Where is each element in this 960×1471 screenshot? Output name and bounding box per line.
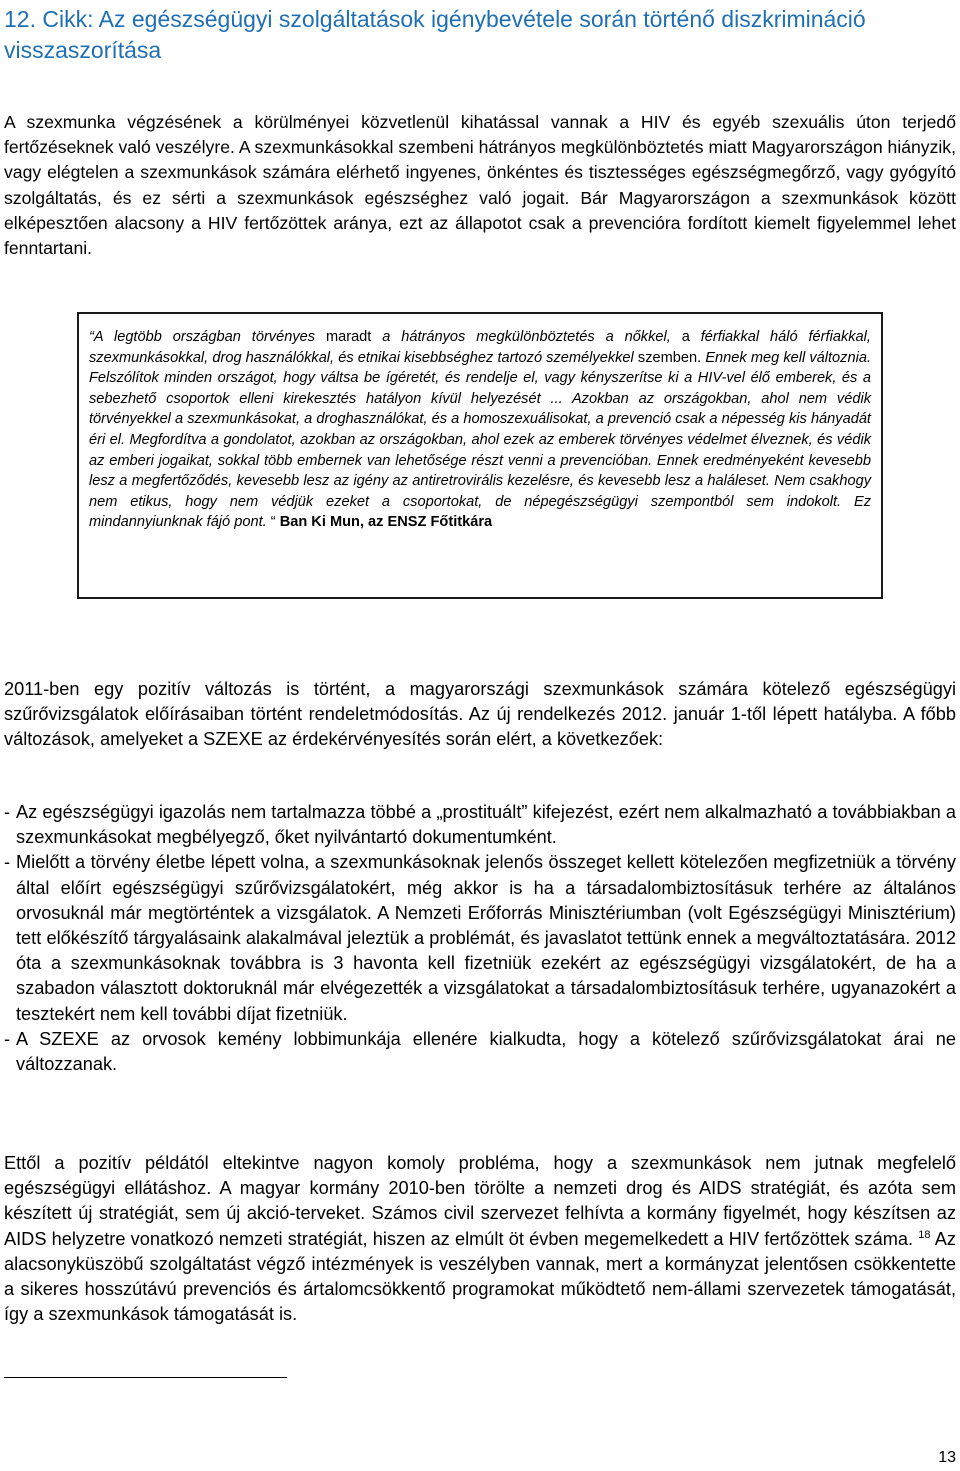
quote-part: Ennek meg kell változnia. Felszólítok minden országot, hogy váltsa be ígéretét, és rendelje el, vagy kényszerítse ki a HIV-vel élő emberek, és a sebezhető csoportok elleni kirekesztés hatályon kívül helyezését ... Azokban az országokban, ahol nem védik törvényekkel a szexmunkásokat, a droghasználókat, és a homoszexuálisokat, a prevenció csak a népesség kis hányadát éri el. Megfordítva a gondolatot, azokban az országokban, ahol ezek az emberek törvényes védelmet élveznek, és védik az emberi jogaikat, sokkal több embernek van lehetősége részt venni a prevencióban. Ennek eredményeként kevesebb lesz a megfertőződés, kevesebb lesz az igény az antiretrovirális kezelésre, és kevesebb lesz a haláleset. Nem csakhogy nem etikus, hogy nem védjük ezeket a csoportokat, de népegészségügyi szempontból sem indokolt. Ez mindannyiunknak fájó pont. bbox=[89, 349, 871, 531]
heading-title: Az egészségügyi szolgáltatások igénybevétele során történő diszkrimináció visszaszorítása bbox=[4, 6, 866, 63]
closing-text-after-note: Az alacsonyküszöbű szolgáltatást végző intézmények is veszélyben vannak, mert a kormányzat jelentősen csökkentette a sikeres hosszútávú prevenciós és ártalomcsökkentő programokat működtető nem-állami szervezetek támogatását, így a szexmunkások támogatását is. bbox=[4, 1228, 956, 1325]
quote-part: maradt bbox=[325, 329, 372, 345]
list-item bbox=[4, 1027, 956, 1077]
quote-open-mark: “ bbox=[89, 329, 94, 345]
quote-close-mark: “ bbox=[270, 514, 276, 531]
list-item-text: Mielőtt a törvény életbe lépett volna, a szexmunkásoknak jelenős összeget kellett kötelezően megfizetniük a törvény által előírt egészségügyi szűrővizsgálatokért, még akkor is ha a társadalombiztosításuk terhére az általános orvosuknál már megtörténtek a vizsgálatok. A Nemzeti Erőforrás Minisztériumban (volt Egészségügyi Minisztérium) tett előkészítő tárgyalásaink alakalmával jeleztük a problémát, és javaslatot tettünk ennek a megváltoztatására. 2012 óta a szexmunkásoknak továbbra is 3 havonta kell fizetniük ezekért az egészségügyi vizsgálatokért, de ha a szabadon választott doktoruknál már elvégezették a vizsgálatokat a társadalombiztosításuk terhére, ugyanazokért a tesztekért nem kell további díjat fizetniük. bbox=[16, 852, 956, 1024]
heading-label: Cikk: bbox=[42, 6, 94, 32]
quote-part: A legtöbb országban törvényes bbox=[93, 329, 316, 345]
list-item bbox=[4, 850, 956, 1026]
quote-part: szemben. bbox=[637, 349, 702, 366]
quote-text bbox=[89, 327, 871, 533]
section-heading bbox=[4, 4, 954, 66]
closing-text-before-note: Ettől a pozitív példától eltekintve nagyon komoly probléma, hogy a szexmunkások nem jutnak megfelelő egészségügyi ellátáshoz. A magyar kormány 2010-ben törölte a nemzeti drog és AIDS stratégiát, és azóta sem készített új stratégiát, sem új akció-terveket. Számos civil szervezet felhívta a kormány figyelmét, hogy készítsen az AIDS helyzetre vonatkozó nemzeti stratégiát, hiszen az elmúlt öt évben megemelkedett a HIV fertőzöttek száma. bbox=[4, 1153, 956, 1249]
changes-list bbox=[4, 800, 956, 1077]
quote-box bbox=[77, 312, 883, 599]
list-item-text: Az egészségügyi igazolás nem tartalmazza többé a „prostituált” kifejezést, ezért nem alkalmazható a továbbiakban a szexmunkásokat megbélyegző, őket nyilvántartó dokumentumként. bbox=[16, 802, 956, 848]
quote-attribution: Ban Ki Mun, az ENSZ Főtitkára bbox=[279, 514, 493, 531]
list-bullet: - bbox=[4, 1028, 11, 1049]
quote-part: férfiakkal háló férfiakkal, szexmunkásokkal, drog használókkal, és etnikai kisebbséghez tartozó személyekkel bbox=[89, 329, 871, 366]
list-bullet: - bbox=[4, 852, 11, 873]
intro-paragraph: A szexmunka végzésének a körülményei közvetlenül kihatással vannak a HIV és egyéb szexuális úton terjedő fertőzéseknek való veszélyre. A szexmunkásokkal szembeni hátrányos megkülönböztetés miatt Magyarországon hiányzik, vagy elégtelen a szexmunkások számára elérhető ingyenes, önkéntes és tisztességes egészségmegőrző, vagy gyógyító szolgáltatás, és ez sérti a szexmunkások egészséghez való jogait. Bár Magyarországon a szexmunkások között elképesztően alacsony a HIV fertőzöttek aránya, ezt az állapotot csak a prevencióra fordított kiemelt figyelemmel lehet fenntartani. bbox=[4, 112, 956, 259]
closing-paragraph bbox=[4, 1151, 956, 1327]
list-item bbox=[4, 800, 956, 850]
heading-number: 12. bbox=[4, 6, 36, 32]
quote-part: a bbox=[681, 329, 690, 345]
page-number: 13 bbox=[938, 1449, 956, 1466]
changes-paragraph: 2011-ben egy pozitív változás is történt, a magyarországi szexmunkások számára kötelező egészségügyi szűrővizsgálatok előírásaiban történt rendeletmódosítás. Az új rendelkezés 2012. január 1-től lépett hatályba. A főbb változások, amelyeket a SZEXE az érdekérvényesítés során elért, a következőek: bbox=[4, 679, 956, 750]
list-bullet: - bbox=[4, 802, 11, 822]
footnote-reference[interactable]: 18 bbox=[918, 1228, 931, 1241]
footnote-separator bbox=[4, 1377, 287, 1378]
list-item-text: A SZEXE az orvosok kemény lobbimunkája ellenére kialkudta, hogy a kötelező szűrővizsgálatokat árai ne változzanak. bbox=[16, 1028, 956, 1075]
quote-part: a hátrányos megkülönböztetés a nőkkel, bbox=[382, 329, 671, 345]
